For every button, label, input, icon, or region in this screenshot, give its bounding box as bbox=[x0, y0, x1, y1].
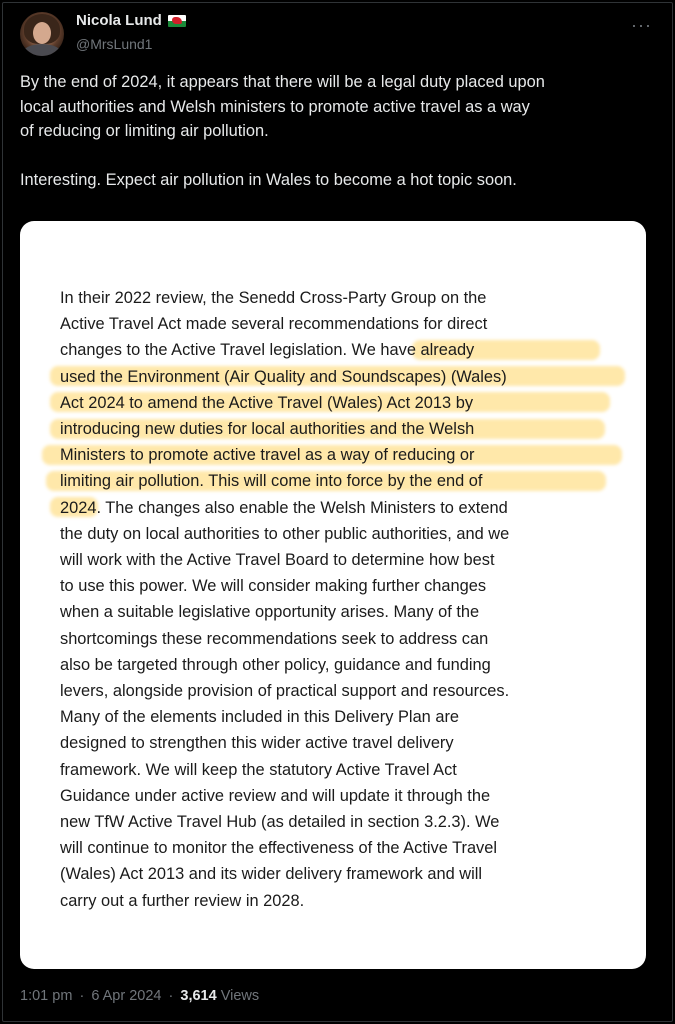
document-line: the duty on local authorities to other public authorities, and we bbox=[60, 524, 510, 543]
document-line: In their 2022 review, the Senedd Cross-Party Group on the bbox=[60, 289, 487, 307]
more-options-icon[interactable]: ··· bbox=[631, 15, 652, 35]
document-line: used the Environment (Air Quality and Soundscapes) (Wales) bbox=[60, 367, 507, 386]
document-text bbox=[60, 285, 620, 914]
views-label: Views bbox=[220, 988, 260, 1004]
document-line: introducing new duties for local authorities and the Welsh bbox=[60, 420, 475, 439]
tweet-date[interactable]: 6 Apr 2024 bbox=[91, 988, 162, 1004]
document-line: will work with the Active Travel Board to determine how best bbox=[60, 551, 495, 570]
document-line: also be targeted through other policy, guidance and funding bbox=[60, 655, 491, 674]
avatar[interactable] bbox=[20, 12, 64, 56]
document-line: framework. We will keep the statutory Active Travel Act bbox=[60, 760, 457, 779]
document-line: to use this power. We will consider making further changes bbox=[60, 577, 487, 596]
author-display-name[interactable]: Nicola Lund bbox=[76, 12, 162, 29]
document-line: levers, alongside provision of practical support and resources. bbox=[60, 682, 510, 701]
meta-separator: · bbox=[79, 988, 85, 1004]
author-name-row bbox=[76, 12, 186, 29]
document-line: changes to the Active Travel legislation. We have already bbox=[60, 341, 475, 360]
document-line: Act 2024 to amend the Active Travel (Wales) Act 2013 by bbox=[60, 393, 474, 412]
tweet-meta bbox=[20, 988, 259, 1004]
tweet-text bbox=[20, 70, 650, 192]
meta-separator: · bbox=[168, 988, 174, 1004]
document-line: new TfW Active Travel Hub (as detailed in section 3.2.3). We bbox=[60, 813, 500, 832]
document-line: Many of the elements included in this Delivery Plan are bbox=[60, 708, 460, 727]
document-line: Ministers to promote active travel as a way of reducing or bbox=[60, 446, 475, 465]
document-line: Guidance under active review and will update it through the bbox=[60, 786, 491, 805]
tweet-header bbox=[20, 10, 660, 66]
document-line: will continue to monitor the effectiveness of the Active Travel bbox=[60, 839, 498, 858]
tweet-paragraph: Interesting. Expect air pollution in Wales to become a hot topic soon. bbox=[20, 170, 517, 189]
document-line: Active Travel Act made several recommendations for direct bbox=[60, 315, 488, 334]
tweet-time[interactable]: 1:01 pm bbox=[20, 988, 73, 1004]
document-line: when a suitable legislative opportunity arises. Many of the bbox=[60, 603, 480, 622]
tweet-paragraph: By the end of 2024, it appears that there will be a legal duty placed upon local authorities and Welsh ministers to promote active travel as a way of reducing or limiting air pollution. bbox=[20, 73, 545, 140]
document-line: 2024. The changes also enable the Welsh Ministers to extend bbox=[60, 498, 508, 517]
document-line: designed to strengthen this wider active travel delivery bbox=[60, 734, 454, 753]
document-line: (Wales) Act 2013 and its wider delivery framework and will bbox=[60, 865, 483, 884]
views-count: 3,614 bbox=[180, 988, 217, 1004]
document-line: shortcomings these recommendations seek to address can bbox=[60, 629, 489, 648]
document-line: carry out a further review in 2028. bbox=[60, 891, 305, 910]
author-handle[interactable]: @MrsLund1 bbox=[76, 36, 153, 52]
attached-image[interactable] bbox=[20, 221, 646, 969]
document-line: limiting air pollution. This will come into force by the end of bbox=[60, 472, 483, 491]
wales-flag-icon bbox=[168, 15, 186, 27]
